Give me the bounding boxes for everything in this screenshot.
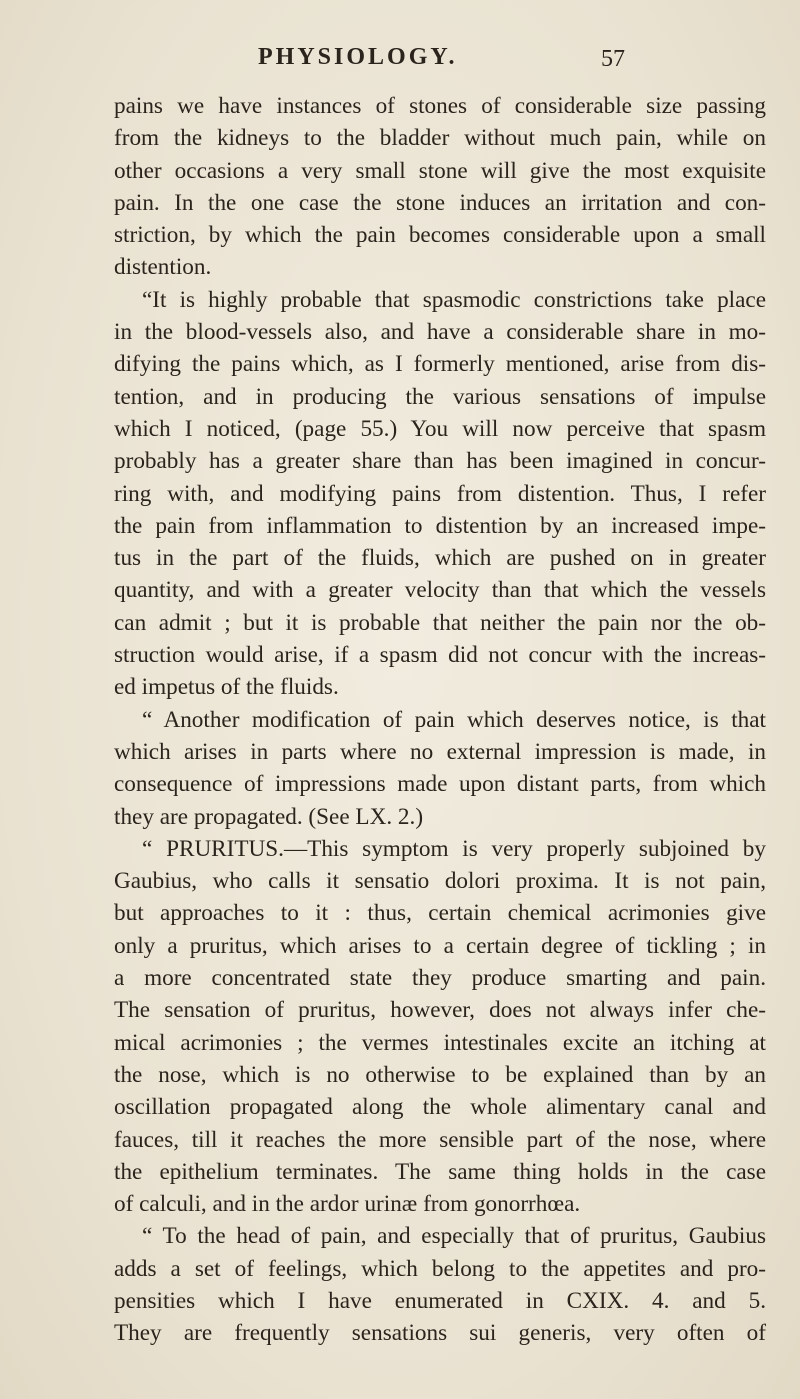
text-line: pain. In the one case the stone induces an irritation and con- [114, 189, 766, 216]
text-line: which I noticed, (page 55.) You will now perceive that spasm [114, 415, 766, 442]
text-line: oscillation propagated along the whole alimentary canal and [114, 1094, 766, 1121]
text-line: the pain from inflammation to distention by an increased impe- [114, 512, 766, 539]
text-line: fauces, till it reaches the more sensible part of the nose, where [114, 1126, 766, 1153]
text-line: from the kidneys to the bladder without much pain, while on [114, 125, 766, 152]
text-line: other occasions a very small stone will give the most exquisite [114, 157, 766, 184]
text-line: pains we have instances of stones of considerable size passing [114, 93, 766, 119]
text-line: They are frequently sensations sui generis, very often of [114, 1320, 766, 1347]
text-line: The sensation of pruritus, however, does not always infer che- [114, 997, 766, 1024]
text-line: struction would arise, if a spasm did not concur with the increas- [114, 642, 766, 669]
text-line: “ To the head of pain, and especially that of pruritus, Gaubius [142, 1223, 766, 1250]
text-line: ring with, and modifying pains from distention. Thus, I refer [114, 480, 766, 507]
text-line: adds a set of feelings, which belong to the appetites and pro- [114, 1255, 766, 1282]
text-line: pensities which I have enumerated in CXIX. 4. and 5. [114, 1287, 766, 1314]
text-line: “ Another modification of pain which deserves notice, is that [142, 706, 766, 733]
text-line: striction, by which the pain becomes considerable upon a small [114, 222, 766, 249]
running-head: PHYSIOLOGY. [258, 44, 458, 70]
text-line: a more concentrated state they produce smarting and pain. [114, 965, 766, 992]
text-line: quantity, and with a greater velocity than that which the vessels [114, 577, 766, 604]
text-line: “It is highly probable that spasmodic constrictions take place [142, 286, 766, 313]
text-line: tention, and in producing the various sensations of impulse [114, 383, 766, 410]
text-line: consequence of impressions made upon distant parts, from which [114, 771, 766, 798]
text-line: the epithelium terminates. The same thing holds in the case [114, 1158, 766, 1185]
text-line: tus in the part of the fluids, which are pushed on in greater [114, 545, 766, 572]
text-line: of calculi, and in the ardor urinæ from gonorrhœa. [114, 1191, 581, 1218]
text-line: only a pruritus, which arises to a certain degree of tickling ; in [114, 932, 766, 959]
text-line: difying the pains which, as I formerly mentioned, arise from dis- [114, 351, 766, 378]
text-line: in the blood-vessels also, and have a considerable share in mo- [114, 319, 766, 346]
text-line: they are propagated. (See LX. 2.) [114, 803, 424, 830]
text-line: ed impetus of the fluids. [114, 674, 339, 701]
text-line: Gaubius, who calls it sensatio dolori proxima. It is not pain, [114, 868, 766, 895]
text-line: distention. [114, 254, 212, 281]
text-line: but approaches to it : thus, certain chemical acrimonies give [114, 900, 766, 927]
body-text [114, 90, 766, 1350]
text-line: can admit ; but it is probable that neither the pain nor the ob- [114, 609, 766, 636]
text-line: “ PRURITUS.—This symptom is very properly subjoined by [142, 835, 766, 862]
page-number: 57 [601, 46, 625, 72]
text-line: which arises in parts where no external impression is made, in [114, 738, 766, 765]
text-line: the nose, which is no otherwise to be explained than by an [114, 1061, 766, 1088]
text-line: probably has a greater share than has been imagined in concur- [114, 448, 766, 475]
text-line: mical acrimonies ; the vermes intestinales excite an itching at [114, 1029, 766, 1056]
